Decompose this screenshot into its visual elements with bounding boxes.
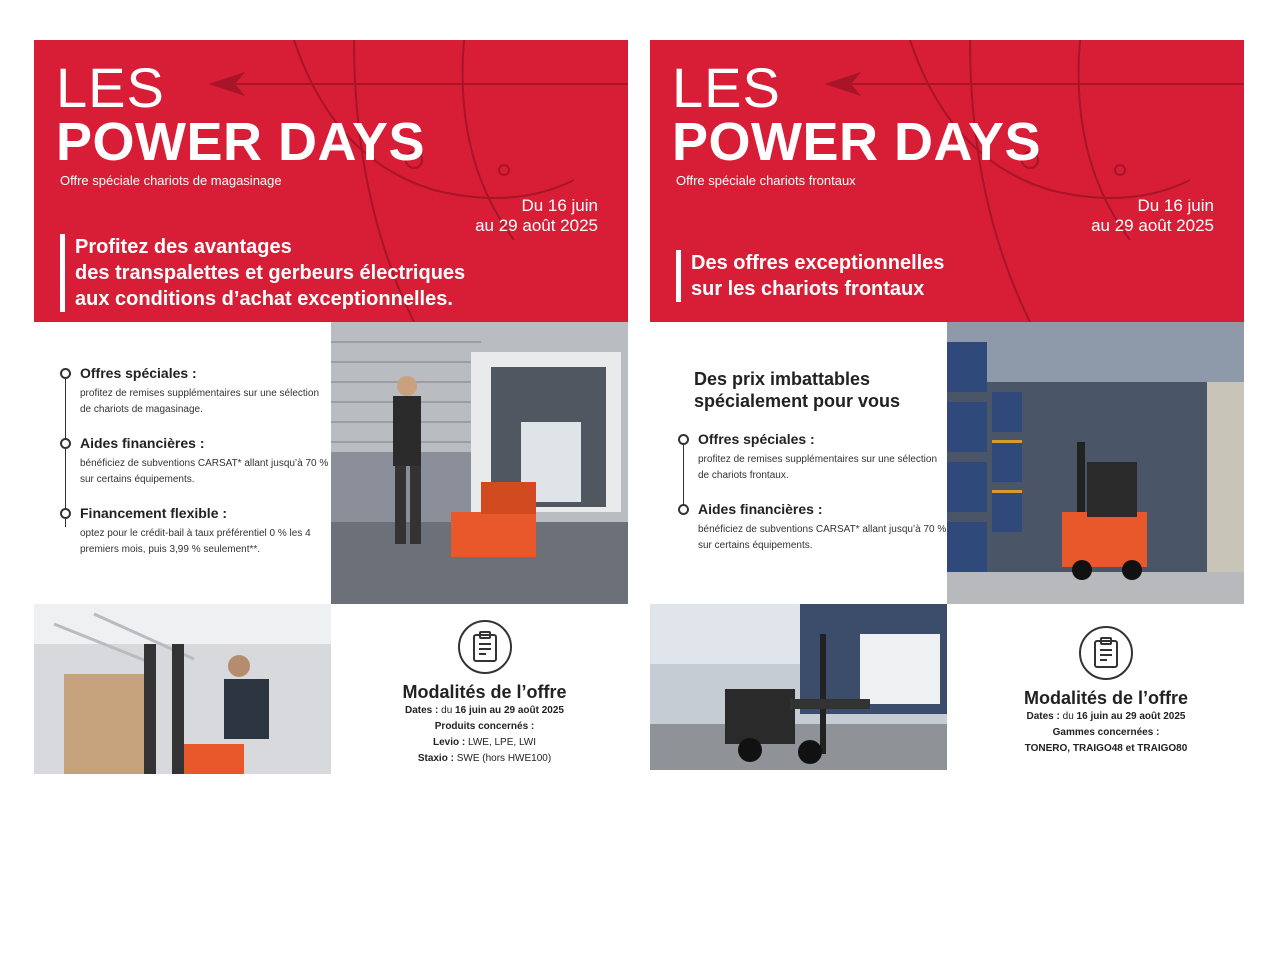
headline-line: Profitez des avantages <box>75 236 292 258</box>
terms-staxio: Staxio : SWE (hors HWE100) <box>417 753 552 764</box>
hero-banner <box>650 40 1244 322</box>
terms-ranges: TONERO, TRAIGO48 et TRAIGO80 <box>1024 743 1188 754</box>
terms-products-label: Produits concernés : <box>434 721 535 732</box>
offer-terms <box>352 620 617 767</box>
date-line-start: Du 16 juin <box>1137 196 1214 215</box>
headline-line: aux conditions d’achat exceptionnelles. <box>75 288 453 310</box>
timeline-dot-icon <box>678 434 689 445</box>
benefit-title: Aides financières : <box>698 501 823 517</box>
timeline-dot-icon <box>60 438 71 449</box>
offer-dates <box>475 196 598 236</box>
benefit-text: profitez de remises supplémentaires sur une sélection de chariots frontaux. <box>698 454 938 481</box>
timeline-dot-icon <box>60 508 71 519</box>
terms-title: Modalités de l’offre <box>1023 688 1189 708</box>
photo-pallet-truck-loading <box>331 322 628 604</box>
timeline-dot-icon <box>60 368 71 379</box>
offer-terms <box>972 626 1240 757</box>
brand-power-days: POWER DAYS <box>672 112 1042 172</box>
photo-forklift-outdoor <box>650 604 947 770</box>
benefit-item <box>678 500 948 554</box>
photo-forklift-warehouse <box>947 322 1244 604</box>
benefit-title: Aides financières : <box>80 435 205 451</box>
date-line-end: au 29 août 2025 <box>1091 216 1214 235</box>
headline-line: des transpalettes et gerbeurs électriques <box>75 262 466 284</box>
lead-text <box>694 368 900 412</box>
brand-les: LES <box>56 56 165 119</box>
benefit-title: Offres spéciales : <box>80 365 197 381</box>
clipboard-checklist-icon <box>1079 626 1133 680</box>
benefit-title: Financement flexible : <box>80 505 228 521</box>
timeline-dot-icon <box>678 504 689 515</box>
brand-les: LES <box>672 56 781 119</box>
date-line-end: au 29 août 2025 <box>475 216 598 235</box>
headline-line: sur les chariots frontaux <box>691 278 925 300</box>
brand-power-days: POWER DAYS <box>56 112 426 172</box>
headline-line: Des offres exceptionnelles <box>691 252 945 274</box>
benefit-item <box>60 434 330 488</box>
terms-dates: Dates : du 16 juin au 29 août 2025 <box>1026 711 1186 722</box>
terms-levio: Levio : LWE, LPE, LWI <box>433 737 536 748</box>
poster-warehouse-trucks <box>34 40 628 774</box>
benefit-text: bénéficiez de subventions CARSAT* allant jusqu’à 70 % sur certains équipements. <box>698 524 947 551</box>
benefit-text: bénéficiez de subventions CARSAT* allant jusqu’à 70 % sur certains équipements. <box>80 458 329 485</box>
benefit-item <box>60 364 330 418</box>
hero-headline <box>60 234 540 312</box>
hero-banner <box>34 40 628 322</box>
offer-subtitle: Offre spéciale chariots de magasinage <box>60 173 282 188</box>
lead-line: spécialement pour vous <box>694 391 901 411</box>
benefits-list <box>60 364 330 574</box>
terms-ranges-label: Gammes concernées : <box>1052 727 1160 738</box>
offer-dates <box>1091 196 1214 236</box>
terms-title: Modalités de l’offre <box>402 682 567 702</box>
photo-stacker-workshop <box>34 604 331 774</box>
benefit-text: optez pour le crédit-bail à taux préférentiel 0 % les 4 premiers mois, puis 3,99 % seulement**. <box>80 528 311 555</box>
clipboard-checklist-icon <box>458 620 512 674</box>
offer-subtitle: Offre spéciale chariots frontaux <box>676 173 856 188</box>
benefit-item <box>678 430 948 484</box>
lead-line: Des prix imbattables <box>694 369 871 389</box>
poster-counterbalance-trucks <box>650 40 1244 770</box>
benefit-item <box>60 504 330 558</box>
benefit-title: Offres spéciales : <box>698 431 815 447</box>
benefit-text: profitez de remises supplémentaires sur une sélection de chariots de magasinage. <box>80 388 320 415</box>
benefits-list <box>678 430 948 570</box>
date-line-start: Du 16 juin <box>521 196 598 215</box>
hero-headline <box>676 250 996 302</box>
terms-dates: Dates : du 16 juin au 29 août 2025 <box>405 705 564 716</box>
